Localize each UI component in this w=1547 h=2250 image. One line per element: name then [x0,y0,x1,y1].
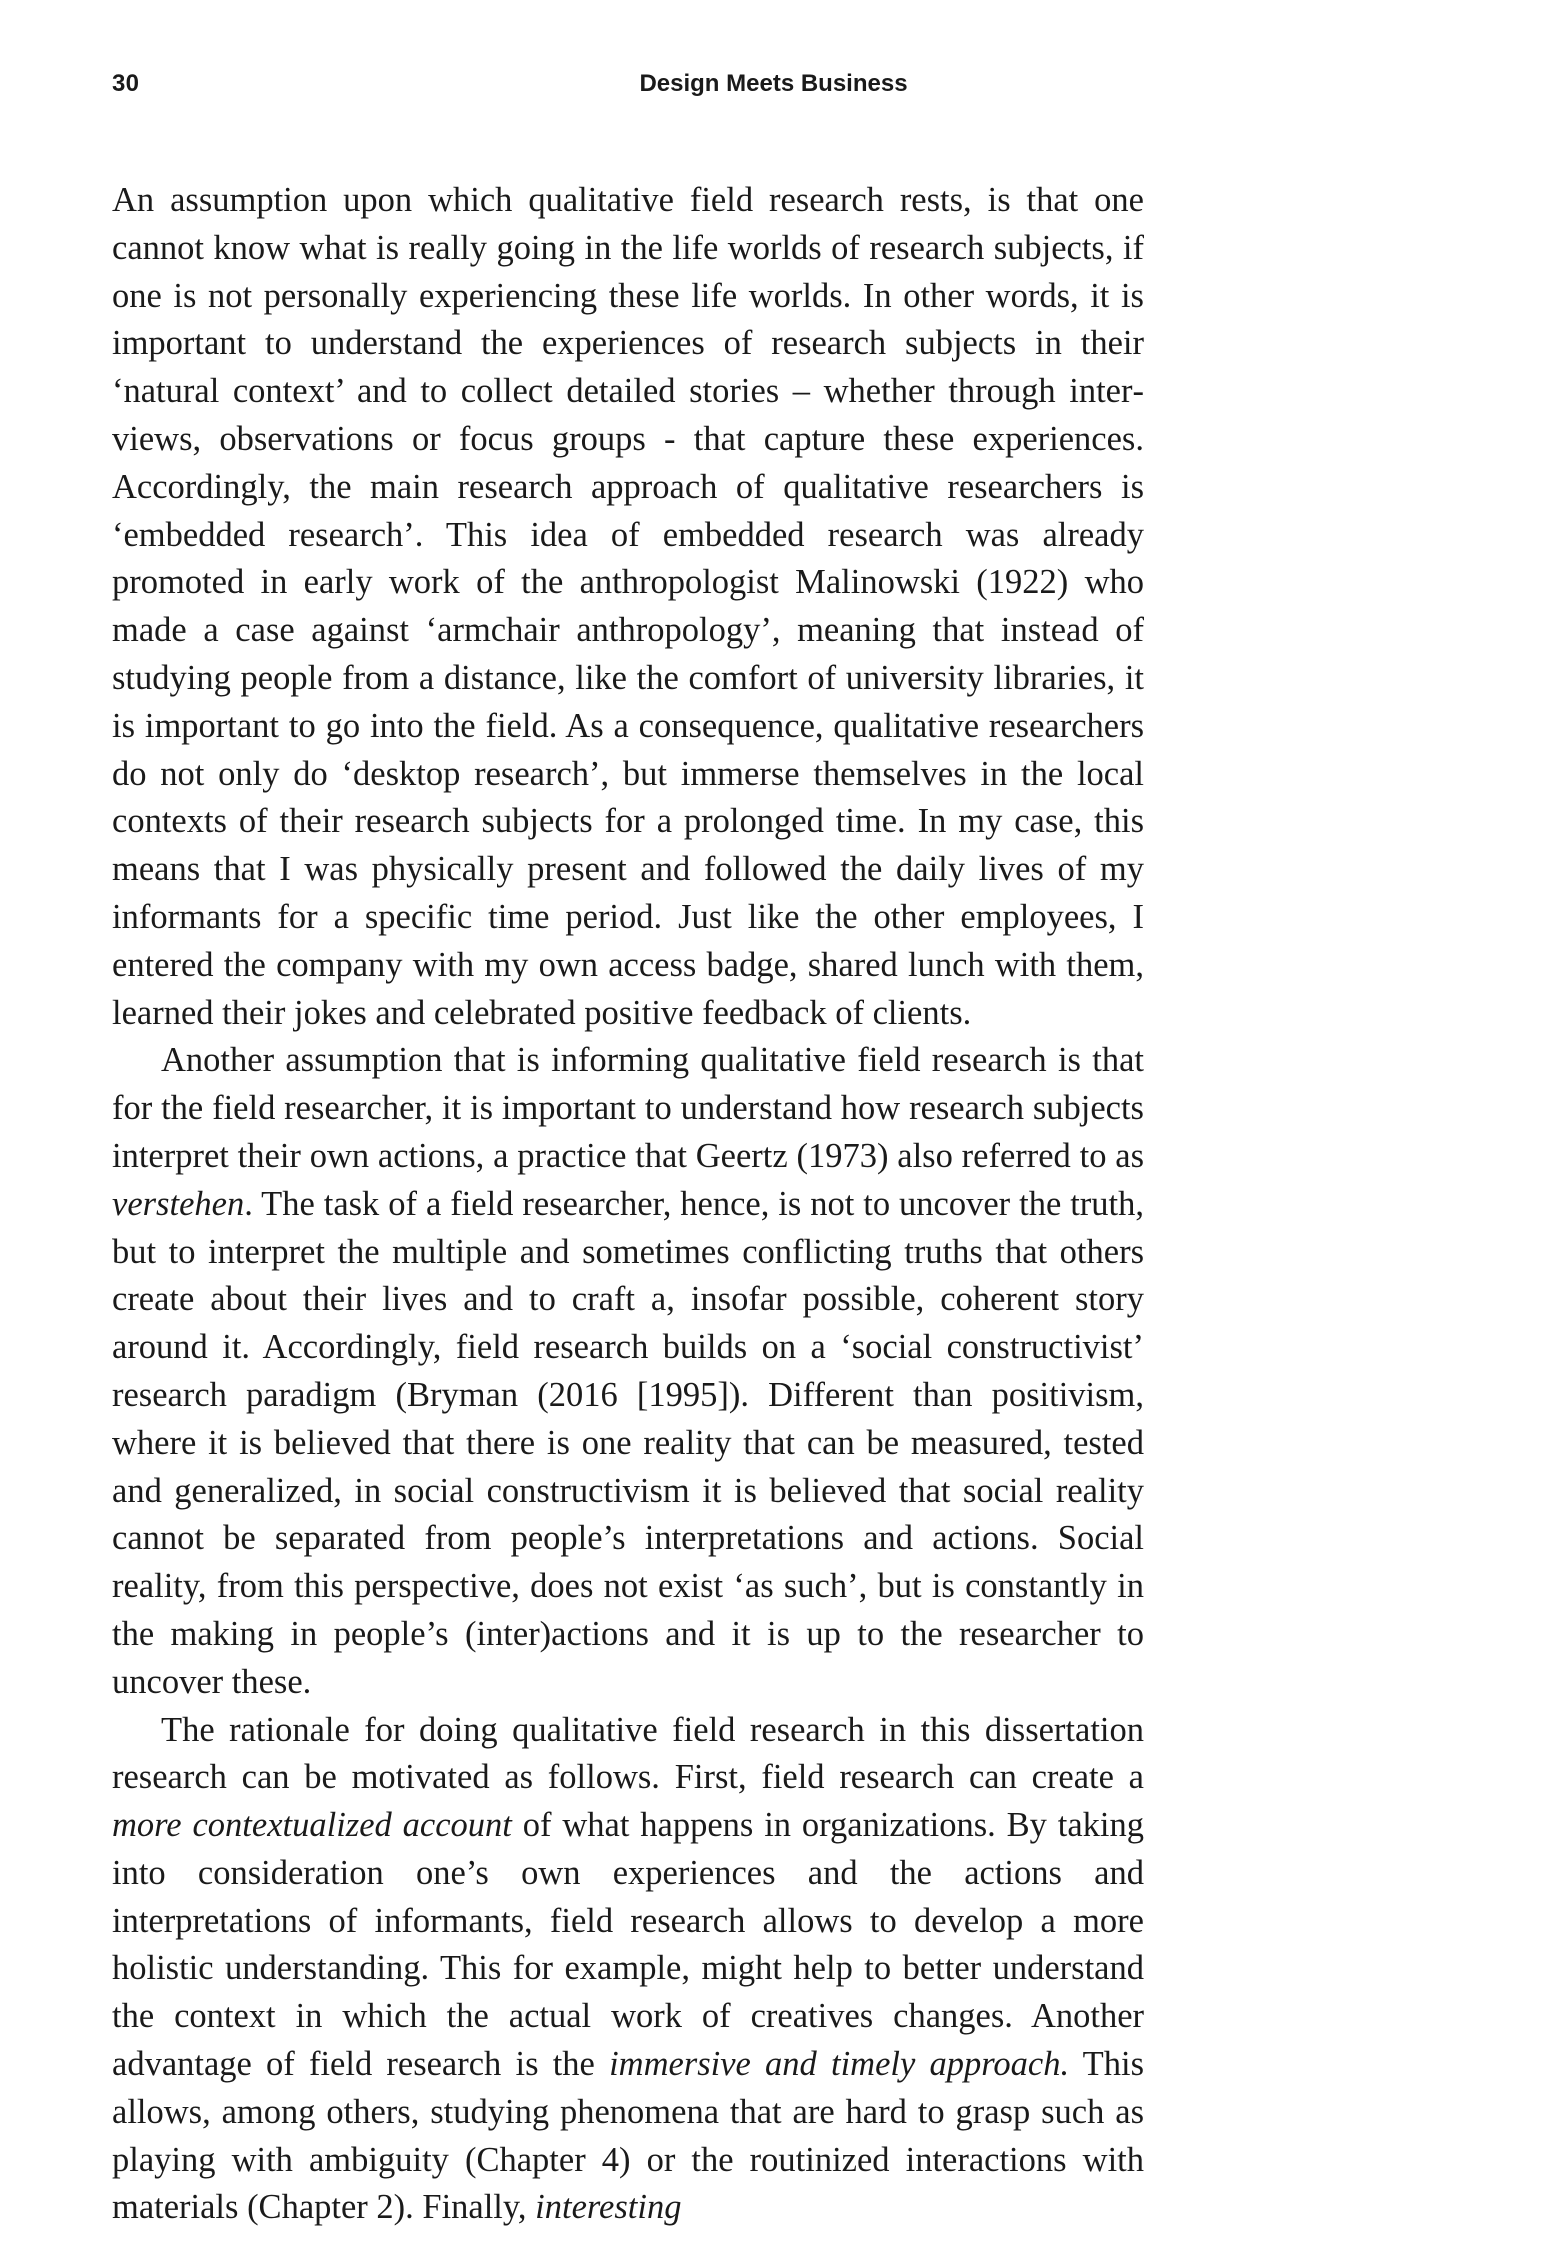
italic-term-verstehen: verstehen [112,1184,245,1223]
body-text [112,177,1144,2232]
text-run: An assumption upon which qualitative field research rests, is that one cannot know what is really going in the life worlds of research subjects, if one is not personally experiencing these life worlds. In other words, it is important to understand the experiences of research subjects in their ‘natural context’ and to collect detailed stories – whether through interviews, observations or focus groups - that capture these experiences. Accordingly, the main research approach of qualitative researchers is ‘embedded research’. This idea of embedded research was already promoted in early work of the anthropologist Malinowski (1922) who made a case against ‘armchair anthropology’, meaning that instead of studying people from a distance, like the comfort of university libraries, it is important to go into the field. As a consequence, qualitative researchers do not only do ‘desktop research’, but immerse themselves in the local contexts of their research subjects for a prolonged time. In my case, this means that I was physically present and followed the daily lives of my informants for a specific time period. Just like the other employees, I entered the company with my own access badge, shared lunch with them, learned their jokes and celebrated positive feedback of clients. [112,181,1144,1032]
running-title: Design Meets Business [639,70,908,97]
italic-phrase-contextualized-account: more contextualized account [112,1806,512,1845]
text-run: This allows, among others, studying phenomena that are hard to grasp such as playing with ambiguity (Chapter 4) or the routinized interactions with materials (Chapter 2). Finally, [112,2045,1144,2227]
text-run: The rationale for doing qualitative field research in this dissertation research can be motivated as follows. First, field research can create a [112,1710,1144,1797]
italic-word-interesting: interesting [535,2188,682,2227]
paragraph-2 [112,1037,1144,1706]
text-run: Another assumption that is informing qualitative field research is that for the field researcher, it is important to understand how research subjects interpret their own actions, a practice that Geertz (1973) also referred to as [112,1041,1144,1175]
paragraph-3 [112,1707,1144,2233]
text-run: . The task of a field researcher, hence, is not to uncover the truth, but to interpret the multiple and sometimes conflicting truths that others create about their lives and to craft a, insofar possible, coherent story around it. Accordingly, field research builds on a ‘social constructivist’ research paradigm (Bryman (2016 [1995]). Different than positivism, where it is believed that there is one reality that can be measured, tested and generalized, in social constructivism it is believed that social reality cannot be separated from people’s interpretations and actions. Social reality, from this perspective, does not exist ‘as such’, but is constantly in the making in people’s (inter)actions and it is up to the researcher to uncover these. [112,1184,1144,1701]
text-run: of what happens in organizations. By taking into consideration one’s own experiences and the actions and interpretations of informants, field research allows to develop a more holistic understanding. This for example, might help to better understand the context in which the actual work of creatives changes. Another advantage of field research is the [112,1806,1145,2084]
italic-phrase-immersive-approach: immersive and timely approach. [609,2045,1070,2084]
page-number: 30 [112,70,140,97]
paragraph-1 [112,177,1144,1037]
